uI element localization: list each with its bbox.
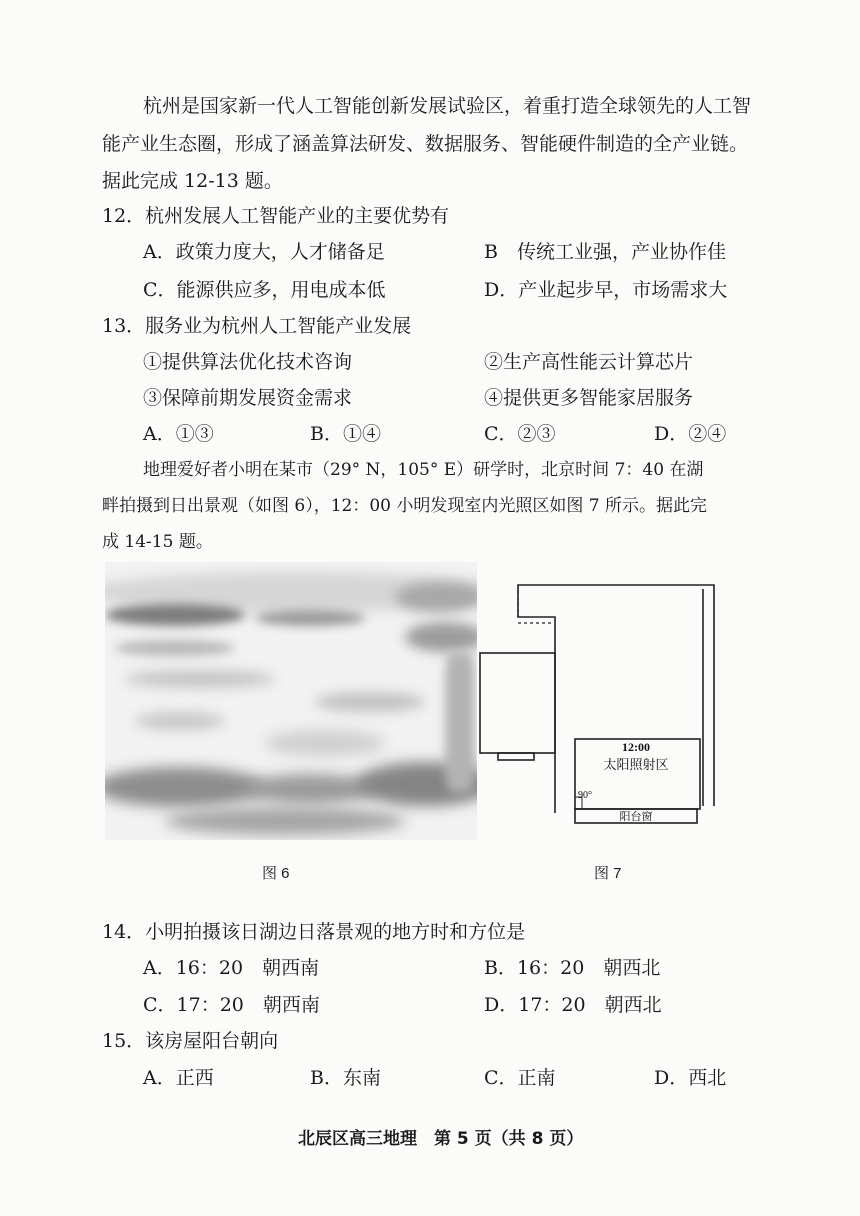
- sunlit-zone-label: 太阳照射区: [603, 758, 669, 773]
- q13-item-4: ④提供更多智能家居服务: [484, 387, 694, 409]
- q15-stem: 15．该房屋阳台朝向: [102, 1030, 279, 1052]
- figure-7-room-diagram: [478, 577, 728, 827]
- q12-option-a: A．政策力度大，人才储备足: [143, 241, 385, 263]
- figure-7-caption: 图 7: [594, 865, 622, 882]
- side-annex: [480, 653, 555, 753]
- balcony-window-label: 阳台窗: [619, 810, 653, 823]
- q14-option-d: D．17：20 朝西北: [484, 994, 662, 1016]
- intro1-line3: 据此完成 12-13 题。: [102, 170, 283, 192]
- sunlit-time-label: 12:00: [622, 740, 650, 754]
- intro1-line2: 能产业生态圈，形成了涵盖算法研发、数据服务、智能硬件制造的全产业链。: [102, 133, 749, 155]
- room-outline: [518, 585, 714, 813]
- q14-stem: 14．小明拍摄该日湖边日落景观的地方时和方位是: [102, 921, 526, 943]
- q14-option-c: C．17：20 朝西南: [143, 994, 320, 1016]
- q12-stem: 12．杭州发展人工智能产业的主要优势有: [102, 205, 450, 227]
- q12-option-c: C．能源供应多，用电成本低: [143, 279, 386, 301]
- figure-6-sunrise-photo: [105, 562, 477, 840]
- q15-option-a: A．正西: [143, 1067, 214, 1089]
- q13-option-c: C．②③: [484, 423, 556, 445]
- q13-option-d: D．②④: [654, 423, 727, 445]
- figure-6-caption: 图 6: [262, 865, 290, 882]
- q14-option-a: A．16：20 朝西南: [143, 957, 320, 979]
- q12-option-b: B 传统工业强，产业协作佳: [484, 241, 726, 263]
- q13-item-2: ②生产高性能云计算芯片: [484, 351, 694, 373]
- q12-option-d: D．产业起步早，市场需求大: [484, 279, 728, 301]
- annex-step: [498, 753, 534, 760]
- q13-item-3: ③保障前期发展资金需求: [143, 387, 353, 409]
- page-footer: 北辰区高三地理 第 5 页（共 8 页）: [298, 1129, 584, 1149]
- intro1-line1: 杭州是国家新一代人工智能创新发展试验区，着重打造全球领先的人工智: [143, 95, 752, 117]
- q15-option-d: D．西北: [654, 1067, 727, 1089]
- q13-item-1: ①提供算法优化技术咨询: [143, 351, 353, 373]
- q15-option-b: B．东南: [310, 1067, 381, 1089]
- intro2-line3: 成 14-15 题。: [102, 532, 213, 552]
- q13-stem: 13．服务业为杭州人工智能产业发展: [102, 315, 412, 337]
- intro2-line2: 畔拍摄到日出景观（如图 6），12：00 小明发现室内光照区如图 7 所示。据此完: [102, 496, 708, 516]
- q13-option-b: B．①④: [310, 423, 381, 445]
- q15-option-c: C．正南: [484, 1067, 556, 1089]
- angle-label: 90°: [578, 790, 592, 801]
- q13-option-a: A．①③: [143, 423, 214, 445]
- q14-option-b: B．16：20 朝西北: [484, 957, 661, 979]
- intro2-line1: 地理爱好者小明在某市（29° N，105° E）研学时，北京时间 7：40 在湖: [143, 460, 704, 480]
